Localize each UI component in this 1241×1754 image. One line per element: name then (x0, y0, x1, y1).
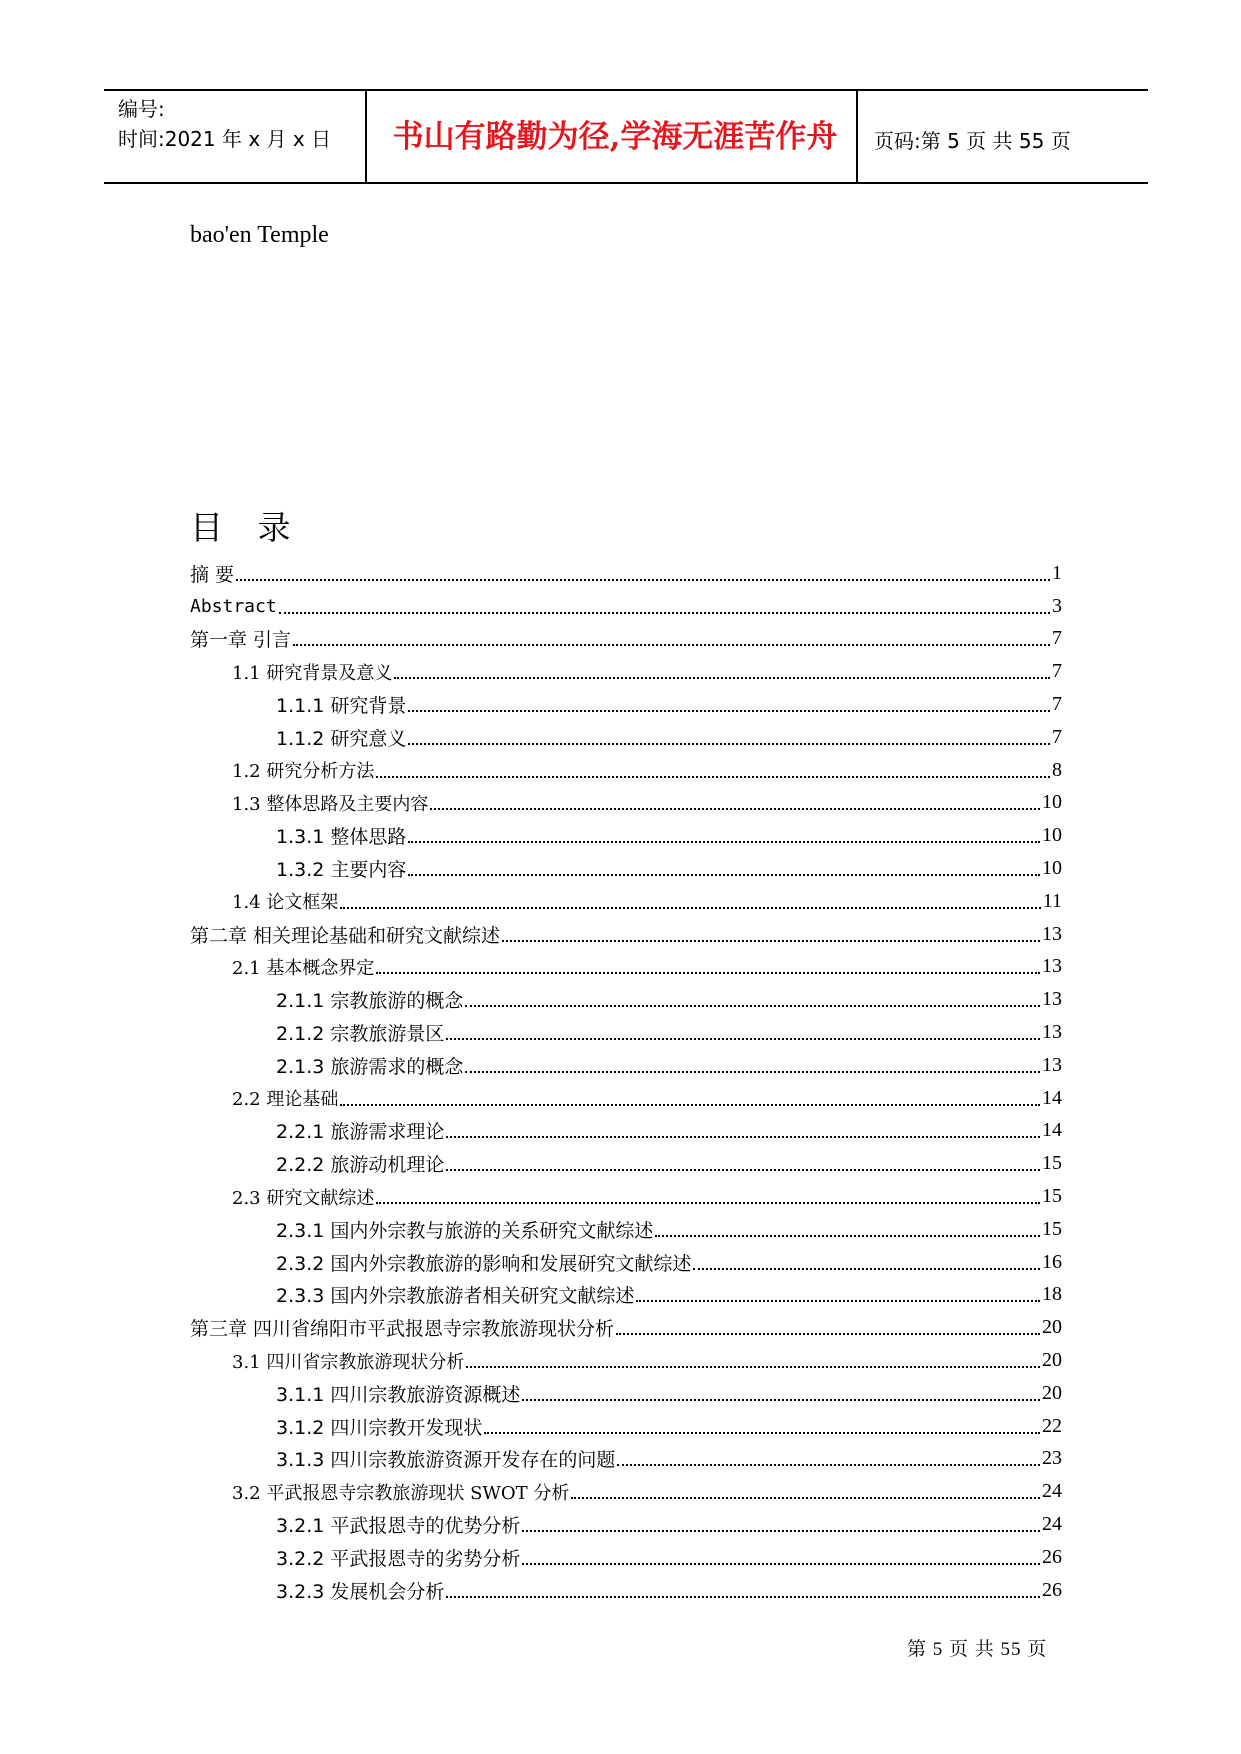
toc-entry[interactable] (190, 1115, 1062, 1148)
toc-leader-dots (293, 644, 1050, 646)
toc-entry-label: 摘 要 (190, 563, 235, 586)
toc-leader-dots (502, 940, 1040, 942)
toc-leader-dots (465, 1005, 1040, 1007)
toc-entry-page: 26 (1042, 1545, 1062, 1568)
toc-leader-dots (408, 710, 1050, 712)
toc-entry-page: 14 (1042, 1086, 1062, 1109)
toc-entry[interactable] (190, 1541, 1062, 1574)
toc-entry-page: 10 (1042, 824, 1062, 847)
toc-leader-dots (616, 1333, 1040, 1335)
toc-leader-dots (340, 907, 1040, 909)
toc-entry[interactable] (190, 951, 1062, 984)
toc-entry-page: 10 (1042, 857, 1062, 880)
toc-entry-label: 2.3.2 国内外宗教旅游的影响和发展研究文献综述 (276, 1252, 692, 1275)
toc-entry-label: 1.3 整体思路及主要内容 (232, 793, 429, 815)
toc-entry-label: 2.1 基本概念界定 (232, 957, 375, 979)
toc-entry-page: 7 (1052, 660, 1062, 683)
header-motto: 书山有路勤为径,学海无涯苦作舟 (392, 119, 838, 155)
toc-entry-page: 20 (1042, 1316, 1062, 1339)
toc-entry-label: 2.1.3 旅游需求的概念 (276, 1055, 464, 1078)
toc-leader-dots (693, 1268, 1040, 1270)
toc-entry-page: 20 (1042, 1349, 1062, 1372)
toc-entry-label: 1.1 研究背景及意义 (232, 662, 393, 684)
toc-entry-label: 3.2 平武报恩寺宗教旅游现状 SWOT 分析 (232, 1482, 570, 1504)
toc-leader-dots (571, 1497, 1040, 1499)
toc-entry-page: 22 (1042, 1414, 1062, 1437)
toc-leader-dots (465, 1071, 1040, 1073)
toc-entry-label: 1.2 研究分析方法 (232, 761, 375, 783)
toc-entry[interactable] (190, 885, 1062, 918)
toc-leader-dots (636, 1300, 1040, 1302)
toc-entry-page: 13 (1042, 988, 1062, 1011)
toc-leader-dots (376, 1202, 1040, 1204)
toc-entry-label: 2.2.1 旅游需求理论 (276, 1121, 445, 1144)
toc-leader-dots (408, 743, 1050, 745)
toc-leader-dots (376, 972, 1040, 974)
header-page-info: 页码:第 5 页 共 55 页 (874, 129, 1071, 153)
toc-leader-dots (446, 1136, 1040, 1138)
toc-entry[interactable] (190, 1213, 1062, 1246)
toc-entry-page: 16 (1042, 1250, 1062, 1273)
toc-entry-page: 14 (1042, 1119, 1062, 1142)
toc-entry[interactable] (190, 983, 1062, 1016)
toc-leader-dots (394, 677, 1050, 679)
toc-entry-label: Abstract (190, 595, 277, 617)
toc-entry[interactable] (190, 1147, 1062, 1180)
toc-entry-page: 24 (1042, 1480, 1062, 1503)
toc-entry[interactable] (190, 1475, 1062, 1508)
toc-entry-page: 15 (1042, 1217, 1062, 1240)
toc-entry[interactable] (190, 1574, 1062, 1607)
toc-entry[interactable] (190, 787, 1062, 820)
toc-entry-page: 8 (1052, 758, 1062, 781)
toc-entry-label: 3.2.2 平武报恩寺的劣势分析 (276, 1547, 521, 1570)
toc-leader-dots (279, 612, 1050, 614)
toc-entry-label: 第二章 相关理论基础和研究文献综述 (190, 924, 501, 947)
toc-entry-page: 7 (1052, 693, 1062, 716)
toc-entry-label: 3.1.2 四川宗教开发现状 (276, 1416, 483, 1439)
toc-entry-page: 13 (1042, 1021, 1062, 1044)
toc-leader-dots (236, 579, 1050, 581)
number-label: 编号: (118, 97, 165, 121)
toc-entry[interactable] (190, 852, 1062, 885)
toc-entry-label: 2.1.2 宗教旅游景区 (276, 1023, 445, 1046)
toc-entry[interactable] (190, 1180, 1062, 1213)
toc-entry-page: 15 (1042, 1185, 1062, 1208)
toc-leader-dots (522, 1563, 1040, 1565)
toc-leader-dots (340, 1104, 1040, 1106)
toc-leader-dots (522, 1530, 1040, 1532)
table-of-contents (190, 557, 1062, 1607)
toc-leader-dots (446, 1038, 1040, 1040)
toc-entry-label: 2.2.2 旅游动机理论 (276, 1154, 445, 1177)
toc-leader-dots (655, 1235, 1040, 1237)
toc-entry-page: 23 (1042, 1447, 1062, 1470)
toc-entry[interactable] (190, 918, 1062, 951)
toc-leader-dots (522, 1399, 1040, 1401)
toc-leader-dots (466, 1366, 1040, 1368)
toc-entry-page: 13 (1042, 955, 1062, 978)
toc-entry[interactable] (190, 754, 1062, 787)
toc-entry-label: 3.2.1 平武报恩寺的优势分析 (276, 1515, 521, 1537)
toc-entry-label: 2.3 研究文献综述 (232, 1187, 375, 1209)
toc-entry-label: 第一章 引言 (190, 629, 292, 652)
toc-entry[interactable] (190, 1443, 1062, 1476)
toc-entry-label: 2.2 理论基础 (232, 1089, 339, 1111)
header-divider-left (365, 91, 367, 184)
toc-entry-label: 3.1 四川省宗教旅游现状分析 (232, 1351, 465, 1373)
toc-leader-dots (617, 1464, 1040, 1466)
toc-entry[interactable] (190, 623, 1062, 656)
toc-entry-label: 2.3.3 国内外宗教旅游者相关研究文献综述 (276, 1285, 635, 1308)
toc-title: 目 录 (190, 508, 303, 547)
page-footer: 第 5 页 共 55 页 (907, 1639, 1048, 1660)
header-top-rule (104, 89, 1148, 91)
header-meta (118, 94, 331, 154)
toc-entry-page: 1 (1052, 561, 1062, 584)
toc-entry[interactable] (190, 1311, 1062, 1344)
toc-entry-page: 20 (1042, 1381, 1062, 1404)
toc-entry[interactable] (190, 1049, 1062, 1082)
toc-entry-label: 1.1.2 研究意义 (276, 727, 407, 750)
english-title-fragment: bao'en Temple (190, 222, 329, 248)
toc-entry[interactable] (190, 1410, 1062, 1443)
toc-leader-dots (484, 1432, 1040, 1434)
toc-entry-label: 1.3.2 主要内容 (276, 859, 407, 882)
toc-entry-page: 26 (1042, 1578, 1062, 1601)
toc-entry-page: 24 (1042, 1513, 1062, 1535)
toc-entry-page: 18 (1042, 1283, 1062, 1306)
toc-entry-page: 7 (1052, 627, 1062, 650)
toc-leader-dots (446, 1596, 1040, 1598)
toc-leader-dots (446, 1169, 1040, 1171)
toc-entry-label: 1.1.1 研究背景 (276, 695, 407, 718)
toc-leader-dots (408, 874, 1040, 876)
toc-entry[interactable] (190, 1508, 1062, 1541)
toc-entry-label: 3.2.3 发展机会分析 (276, 1580, 445, 1603)
toc-entry[interactable] (190, 1279, 1062, 1312)
toc-entry-label: 1.3.1 整体思路 (276, 826, 407, 849)
toc-entry-page: 13 (1042, 922, 1062, 945)
toc-entry-page: 3 (1052, 594, 1062, 617)
toc-leader-dots (408, 841, 1040, 843)
toc-leader-dots (430, 808, 1040, 810)
toc-entry[interactable] (190, 1246, 1062, 1279)
toc-leader-dots (376, 776, 1050, 778)
toc-entry[interactable] (190, 655, 1062, 688)
toc-entry[interactable] (190, 819, 1062, 852)
toc-entry-page: 11 (1042, 889, 1062, 912)
toc-entry-label: 2.1.1 宗教旅游的概念 (276, 990, 464, 1013)
toc-entry-label: 3.1.3 四川宗教旅游资源开发存在的问题 (276, 1449, 616, 1472)
toc-entry-page: 10 (1042, 791, 1062, 814)
time-label: 时间:2021 年 x 月 x 日 (118, 127, 332, 151)
toc-entry[interactable] (190, 1377, 1062, 1410)
toc-entry-label: 1.4 论文框架 (232, 892, 339, 914)
toc-entry-page: 7 (1052, 725, 1062, 748)
header-bottom-rule (104, 182, 1148, 184)
toc-entry[interactable] (190, 590, 1062, 623)
toc-entry[interactable] (190, 721, 1062, 754)
toc-entry-page: 15 (1042, 1152, 1062, 1175)
toc-entry[interactable] (190, 688, 1062, 721)
toc-entry[interactable] (190, 1016, 1062, 1049)
toc-entry-label: 3.1.1 四川宗教旅游资源概述 (276, 1383, 521, 1406)
toc-entry-label: 2.3.1 国内外宗教与旅游的关系研究文献综述 (276, 1219, 654, 1242)
toc-entry[interactable] (190, 1082, 1062, 1115)
toc-entry-page: 13 (1042, 1053, 1062, 1076)
toc-entry[interactable] (190, 1344, 1062, 1377)
toc-entry-label: 第三章 四川省绵阳市平武报恩寺宗教旅游现状分析 (190, 1318, 615, 1341)
toc-entry[interactable] (190, 557, 1062, 590)
